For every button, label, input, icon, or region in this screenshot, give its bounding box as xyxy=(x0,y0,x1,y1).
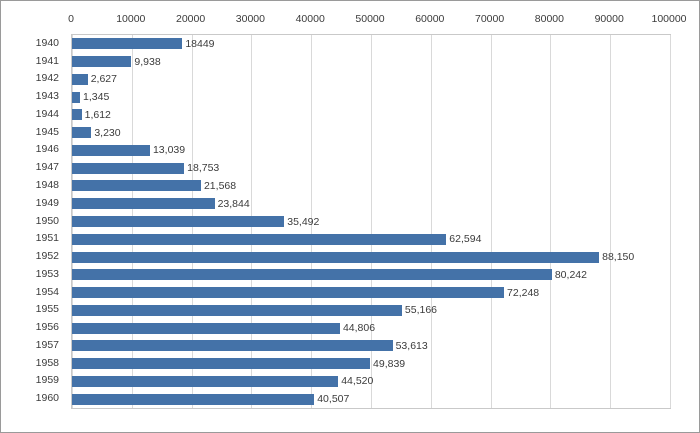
bar-row xyxy=(72,145,670,156)
y-axis-tick: 1943 xyxy=(35,90,59,103)
y-axis-tick: 1958 xyxy=(35,356,59,369)
bar-row xyxy=(72,127,670,138)
gridline-x xyxy=(670,35,671,408)
bar[interactable] xyxy=(72,340,393,351)
bar[interactable] xyxy=(72,394,314,405)
bar-row xyxy=(72,323,670,334)
x-axis-tick: 20000 xyxy=(175,13,206,25)
bar-row xyxy=(72,180,670,191)
bar[interactable] xyxy=(72,323,340,334)
bar-row xyxy=(72,56,670,67)
y-axis-tick: 1953 xyxy=(35,267,59,280)
bar-value-label: 3,230 xyxy=(94,126,121,139)
x-axis-tick: 60000 xyxy=(415,13,445,25)
bar-value-label: 88,150 xyxy=(602,251,635,264)
bar-row xyxy=(72,216,670,227)
y-axis-tick: 1959 xyxy=(35,374,59,387)
bar-value-label: 35,492 xyxy=(287,215,320,228)
bar-value-label: 72,248 xyxy=(507,286,540,299)
bar[interactable] xyxy=(72,358,370,369)
bar-value-label: 9,938 xyxy=(134,55,161,68)
bar-row xyxy=(72,163,670,174)
y-axis-tick: 1940 xyxy=(35,36,59,49)
bar-value-label: 2,627 xyxy=(90,73,117,86)
bar-row xyxy=(72,92,670,103)
bar-row xyxy=(72,74,670,85)
bar-row xyxy=(72,198,670,209)
bar-value-label: 18449 xyxy=(185,37,215,50)
bar[interactable] xyxy=(72,92,80,103)
bar[interactable] xyxy=(72,234,446,245)
bar[interactable] xyxy=(72,287,504,298)
y-axis-tick: 1956 xyxy=(35,321,59,334)
bar[interactable] xyxy=(72,198,215,209)
bar[interactable] xyxy=(72,38,182,49)
bar-value-label: 1,345 xyxy=(83,91,110,104)
x-axis-tick: 50000 xyxy=(355,13,385,25)
bar-value-label: 13,039 xyxy=(152,144,186,157)
y-axis-tick: 1955 xyxy=(35,303,59,316)
bar-value-label: 44,520 xyxy=(341,375,374,388)
x-axis-tick: 80000 xyxy=(534,13,564,25)
bar[interactable] xyxy=(72,56,131,67)
y-axis-tick: 1951 xyxy=(35,232,59,245)
bar-row xyxy=(72,340,670,351)
bar[interactable] xyxy=(72,127,91,138)
bar-row xyxy=(72,38,670,49)
y-axis-category-labels xyxy=(1,34,67,409)
x-axis-tick: 10000 xyxy=(116,13,146,25)
y-axis-tick: 1946 xyxy=(35,143,59,156)
bar-value-label: 21,568 xyxy=(203,179,237,192)
bar[interactable] xyxy=(72,145,150,156)
x-axis-tick: 30000 xyxy=(235,13,265,25)
bar-value-label: 40,507 xyxy=(317,393,350,406)
bar[interactable] xyxy=(72,252,599,263)
bar-row xyxy=(72,252,670,263)
bar[interactable] xyxy=(72,216,284,227)
y-axis-tick: 1952 xyxy=(35,250,59,263)
bar-value-label: 53,613 xyxy=(395,339,428,352)
bar-row xyxy=(72,305,670,316)
y-axis-tick: 1949 xyxy=(35,196,59,209)
bar[interactable] xyxy=(72,269,552,280)
bar-row xyxy=(72,394,670,405)
y-axis-tick: 1948 xyxy=(35,178,59,191)
bar-value-label: 62,594 xyxy=(449,233,482,246)
bar-value-label: 80,242 xyxy=(554,268,587,281)
x-axis-tick: 40000 xyxy=(295,13,325,25)
plot-area xyxy=(71,34,671,409)
bar[interactable] xyxy=(72,74,88,85)
y-axis-tick: 1945 xyxy=(35,125,59,138)
bar-value-label: 44,806 xyxy=(342,322,376,335)
y-axis-tick: 1941 xyxy=(35,54,59,67)
y-axis-tick: 1957 xyxy=(35,338,59,351)
bar-value-label: 1,612 xyxy=(84,108,111,121)
bar[interactable] xyxy=(72,163,184,174)
bar-row xyxy=(72,287,670,298)
bar-value-label: 49,839 xyxy=(373,357,406,370)
x-axis-tick: 100000 xyxy=(651,13,687,25)
y-axis-tick: 1947 xyxy=(35,161,59,174)
x-axis-tick: 70000 xyxy=(474,13,505,25)
bar-value-label: 18,753 xyxy=(187,162,220,175)
bar-row xyxy=(72,109,670,120)
y-axis-tick: 1944 xyxy=(35,107,59,120)
bar-row xyxy=(72,358,670,369)
y-axis-tick: 1942 xyxy=(35,72,59,85)
bar-value-label: 23,844 xyxy=(217,197,250,210)
bar[interactable] xyxy=(72,109,82,120)
y-axis-tick: 1950 xyxy=(35,214,59,227)
x-axis-tick: 90000 xyxy=(594,13,624,25)
y-axis-tick: 1954 xyxy=(35,285,59,298)
bar-row xyxy=(72,269,670,280)
bar[interactable] xyxy=(72,180,201,191)
bar-row xyxy=(72,234,670,245)
bar-value-label: 55,166 xyxy=(404,304,438,317)
x-axis-tick-labels xyxy=(68,13,687,31)
bar[interactable] xyxy=(72,376,338,387)
bar-row xyxy=(72,376,670,387)
bar[interactable] xyxy=(72,305,402,316)
x-axis-tick: 0 xyxy=(68,13,74,25)
y-axis-tick: 1960 xyxy=(35,392,59,405)
